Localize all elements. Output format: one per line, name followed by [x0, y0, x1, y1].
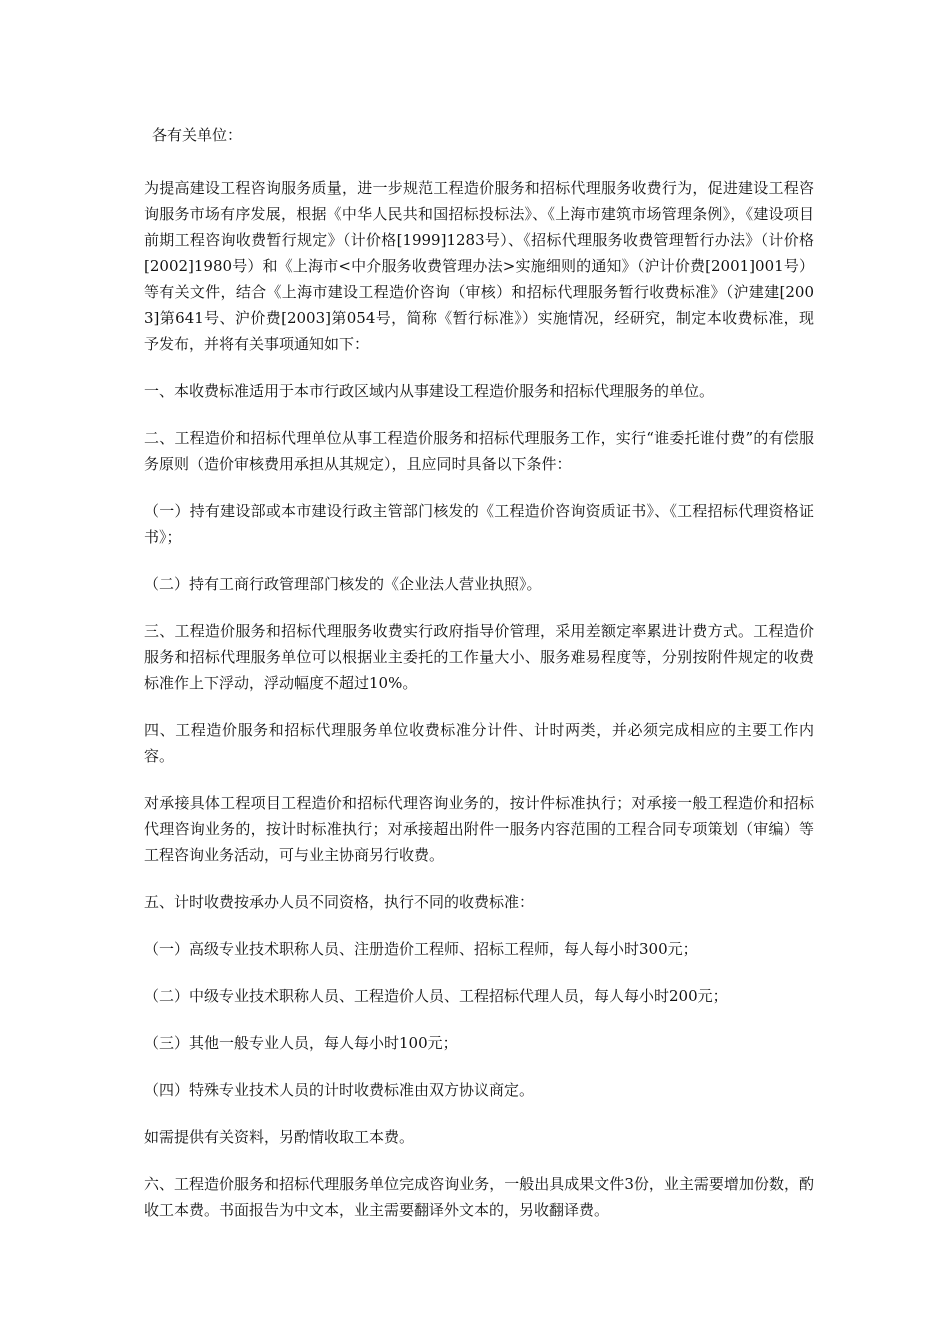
paragraph-article-2-item-1: （一）持有建设部或本市建设行政主管部门核发的《工程造价咨询资质证书》、《工程招标代理资格证书》； — [144, 502, 814, 546]
paragraph-article-5-item-2: （二）中级专业技术职称人员、工程造价人员、工程招标代理人员，每人每小时200元； — [144, 987, 728, 1005]
paragraph-article-3: 三、工程造价服务和招标代理服务收费实行政府指导价管理，采用差额定率累进计费方式。工程造价服务和招标代理服务单位可以根据业主委托的工作量大小、服务难易程度等，分别按附件规定的收费标准作上下浮动，浮动幅度不超过10%。 — [144, 622, 814, 692]
salutation: 各有关单位： — [152, 126, 243, 144]
paragraph-preamble: 为提高建设工程咨询服务质量，进一步规范工程造价服务和招标代理服务收费行为，促进建设工程咨询服务市场有序发展，根据《中华人民共和国招标投标法》、《上海市建筑市场管理条例》，《建设项目前期工程咨询收费暂行规定》（计价格[1999]1283号）、《招标代理服务收费管理暂行办法》（计价格[2002]1980号）和《上海市<中介服务收费管理办法>实施细则的通知》（沪计价费[2001]001号）等有关文件，结合《上海市建设工程造价咨询（审核）和招标代理服务暂行收费标准》（沪建建[2003]第641号、沪价费[2003]第054号，简称《暂行标准》）实施情况，经研究，制定本收费标准，现予发布，并将有关事项通知如下： — [144, 179, 814, 353]
paragraph-article-1: 一、本收费标准适用于本市行政区域内从事建设工程造价服务和招标代理服务的单位。 — [144, 382, 715, 400]
paragraph-article-5-item-3: （三）其他一般专业人员，每人每小时100元； — [144, 1034, 458, 1052]
document-body — [144, 122, 814, 1244]
paragraph-article-5-item-4: （四）特殊专业技术人员的计时收费标准由双方协议商定。 — [144, 1081, 535, 1099]
paragraph-article-6: 六、工程造价服务和招标代理服务单位完成咨询业务，一般出具成果文件3份，业主需要增加份数，酌收工本费。书面报告为中文本，业主需要翻译外文本的，另收翻译费。 — [144, 1175, 814, 1219]
paragraph-article-4-detail: 对承接具体工程项目工程造价和招标代理咨询业务的，按计件标准执行；对承接一般工程造价和招标代理咨询业务的，按计时标准执行；对承接超出附件一服务内容范围的工程合同专项策划（审编）等工程咨询业务活动，可与业主协商另行收费。 — [144, 794, 814, 864]
paragraph-materials-note: 如需提供有关资料，另酌情收取工本费。 — [144, 1128, 415, 1146]
paragraph-article-5: 五、计时收费按承办人员不同资格，执行不同的收费标准： — [144, 893, 535, 911]
paragraph-article-4: 四、工程造价服务和招标代理服务单位收费标准分计件、计时两类，并必须完成相应的主要工作内容。 — [144, 721, 814, 765]
paragraph-article-5-item-1: （一）高级专业技术职称人员、注册造价工程师、招标工程师，每人每小时300元； — [144, 940, 698, 958]
paragraph-article-2-item-2: （二）持有工商行政管理部门核发的《企业法人营业执照》。 — [144, 575, 542, 593]
paragraph-article-2: 二、工程造价和招标代理单位从事工程造价服务和招标代理服务工作，实行“谁委托谁付费”的有偿服务原则（造价审核费用承担从其规定），且应同时具备以下条件： — [144, 429, 814, 473]
